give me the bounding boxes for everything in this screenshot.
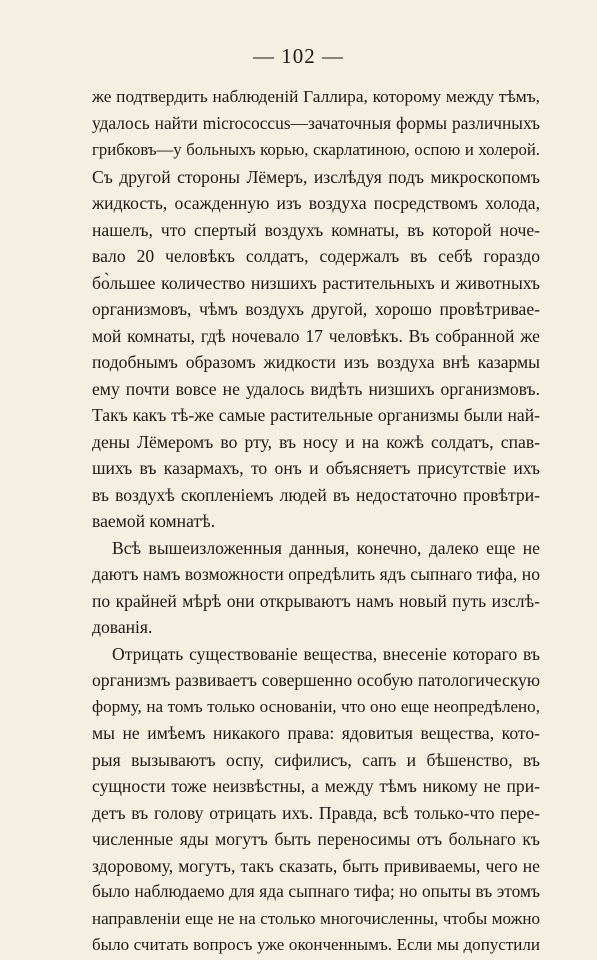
- text-line: жидкость, осажденную изъ воздуха посредствомъ холода,: [92, 193, 540, 213]
- text-line: ваемой комнатѣ.: [92, 511, 216, 531]
- text-line: Отрицать существованіе вещества, внесеніе котораго въ: [112, 643, 540, 664]
- text-line: Съ другой стороны Лёмеръ, изслѣдуя подъ микроскопомъ: [92, 166, 540, 187]
- text-line: ему почти вовсе не удалось видѣть низшихъ организмовъ.: [92, 378, 540, 399]
- text-line: здоровому, могутъ, такъ сказать, быть прививаемы, чего не: [92, 855, 540, 876]
- text-line: дованія.: [92, 617, 153, 637]
- text-line: дены Лёмеромъ во рту, въ носу и на кожѣ солдатъ, спав-: [92, 431, 540, 452]
- text-line: грибковъ—у больныхъ корью, скарлатиною, оспою и холерой.: [92, 140, 540, 159]
- text-line: мы не имѣемъ никакого права: ядовитыя вещества, кото-: [92, 723, 540, 743]
- text-line: было наблюдаемо для яда сыпнаго тифа; но опыты въ этомъ: [92, 882, 540, 901]
- text-line: направленіи еще не на столько многочисленны, чтобы можно: [92, 908, 540, 928]
- text-line: въ воздухѣ скопленіемъ людей въ недостаточно провѣтри-: [92, 484, 540, 505]
- text-line: бо̀льшее количество низшихъ растительныхъ и животныхъ: [92, 272, 540, 293]
- text-line: детъ въ голову отрицать ихъ. Правда, всѣ только-что пере-: [92, 802, 540, 823]
- text-line: Такъ какъ тѣ-же самые растительные организмы были най-: [92, 405, 540, 425]
- text-line: вало 20 человѣкъ солдатъ, содержалъ въ себѣ гораздо: [92, 246, 540, 266]
- text-line: даютъ намъ возможности опредѣлить ядъ сыпнаго тифа, но: [92, 564, 540, 584]
- text-line: рыя вызываютъ оспу, сифилисъ, сапъ и бѣшенство, въ: [92, 749, 540, 770]
- text-line: сущности тоже неизвѣстны, а между тѣмъ никому не при-: [92, 776, 540, 796]
- text-line: форму, на томъ только основаніи, что оно еще неопредѣлено,: [92, 696, 540, 716]
- text-line: по крайней мѣрѣ они открываютъ намъ новый путь изслѣ-: [92, 590, 540, 611]
- page-body-text: [92, 84, 540, 959]
- text-line: Всѣ вышеизложенныя данныя, конечно, далеко еще не: [112, 537, 540, 558]
- text-line: удалось найти micrococcus—зачаточныя формы различныхъ: [92, 113, 540, 133]
- page-number: — 102 —: [253, 44, 344, 68]
- text-line: же подтвердить наблюденій Галлира, которому между тѣмъ,: [92, 87, 540, 106]
- text-line: организмовъ, чѣмъ воздухъ другой, хорошо провѣтривае-: [92, 299, 540, 319]
- text-line: организмъ развиваетъ совершенно особую патологическую: [92, 670, 540, 690]
- text-line: было считать вопросъ уже оконченнымъ. Если мы допустили: [92, 935, 540, 954]
- text-line: шихъ въ казармахъ, то онъ и объясняетъ присутствіе ихъ: [92, 458, 540, 478]
- text-line: нашелъ, что спертый воздухъ комнаты, въ которой ноче-: [92, 219, 540, 240]
- text-line: мой комнаты, гдѣ ночевало 17 человѣкъ. Въ собранной же: [92, 325, 540, 346]
- text-line: численные яды могутъ быть переносимы отъ больнаго къ: [92, 829, 540, 849]
- text-line: подобнымъ образомъ жидкости изъ воздуха внѣ казармы: [92, 352, 540, 372]
